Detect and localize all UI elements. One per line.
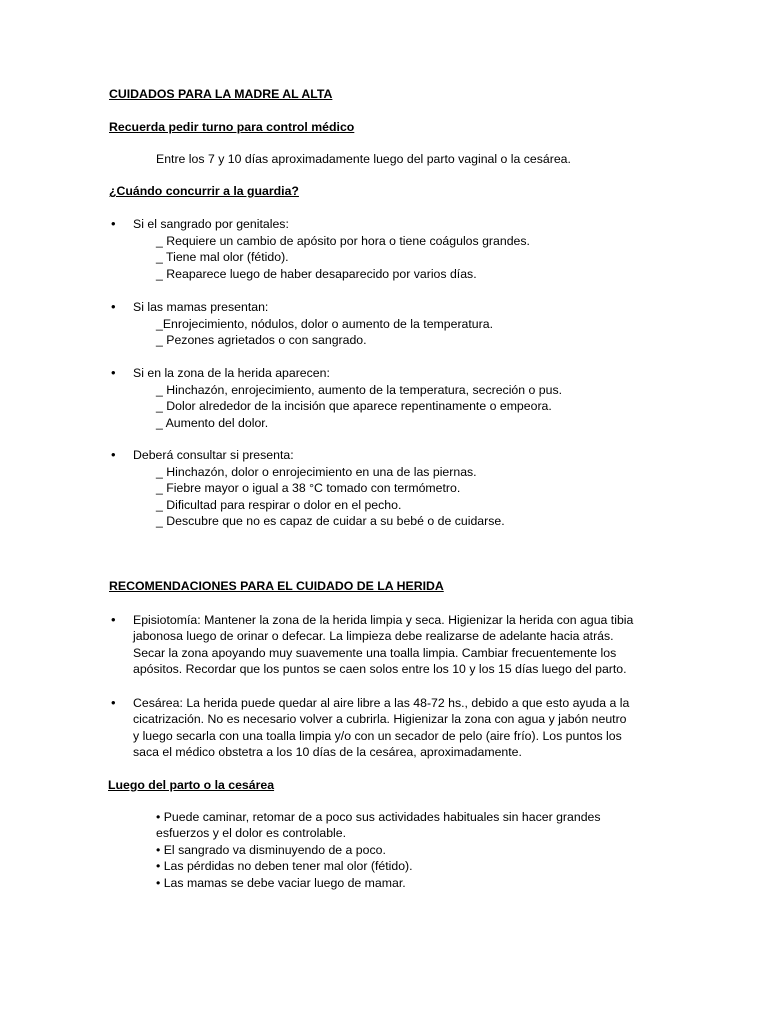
guardia-item-label: Si en la zona de la herida aparecen: (133, 366, 330, 380)
bullet-icon (111, 695, 121, 711)
turno-heading: Recuerda pedir turno para control médico (109, 120, 355, 134)
guardia-sub-item: _ Dolor alrededor de la incisión que aparece repentinamente o empeora. (156, 399, 552, 414)
guardia-sub-item: _ Aumento del dolor. (156, 415, 269, 430)
herida-line: Secar la zona apoyando muy suavemente una toalla limpia. Cambiar frecuentemente los (133, 645, 617, 660)
turno-text: Entre los 7 y 10 días aproximadamente luego del parto vaginal o la cesárea. (156, 152, 571, 166)
guardia-sub-item: _ Hinchazón, enrojecimiento, aumento de la temperatura, secreción o pus. (156, 383, 563, 397)
herida-line: Episiotomía: Mantener la zona de la herida limpia y seca. Higienizar la herida con agua tibia (133, 613, 634, 627)
luego-heading: Luego del parto o la cesárea (108, 778, 275, 792)
bullet-icon (111, 299, 121, 315)
herida-item (133, 695, 629, 761)
luego-line: esfuerzos y el dolor es controlable. (156, 826, 347, 841)
bullet-icon (111, 612, 121, 628)
luego-line: • Las mamas se debe vaciar luego de mamar. (156, 875, 406, 890)
herida-line: Cesárea: La herida puede quedar al aire libre a las 48-72 hs., debido a que esto ayuda a la (133, 696, 630, 710)
guardia-sub-item: _ Hinchazón, dolor o enrojecimiento en una de las piernas. (156, 465, 477, 479)
guardia-item-subs (156, 233, 530, 282)
guardia-sub-item: _ Fiebre mayor o igual a 38 °C tomado con termómetro. (156, 481, 461, 496)
luego-line: • El sangrado va disminuyendo de a poco. (156, 842, 386, 857)
guardia-heading: ¿Cuándo concurrir a la guardia? (109, 184, 299, 198)
herida-line: saca el médico obstetra a los 10 días de la cesárea, aproximadamente. (133, 745, 522, 760)
document-title: CUIDADOS PARA LA MADRE AL ALTA (109, 87, 333, 101)
guardia-item-label: Si el sangrado por genitales: (133, 217, 289, 231)
guardia-sub-item: _ Dificultad para respirar o dolor en el pecho. (156, 497, 402, 512)
luego-line: • Puede caminar, retomar de a poco sus actividades habituales sin hacer grandes (156, 810, 601, 824)
guardia-sub-item: _ Reaparece luego de haber desaparecido por varios días. (156, 266, 477, 281)
herida-line: cicatrización. No es necesario volver a cubrirla. Higienizar la zona con agua y jabón neutro (133, 712, 627, 727)
herida-line: apósitos. Recordar que los puntos se caen solos entre los 10 y los 15 días luego del parto. (133, 662, 627, 677)
guardia-sub-item: _Enrojecimiento, nódulos, dolor o aumento de la temperatura. (156, 317, 493, 331)
herida-item (133, 612, 633, 678)
guardia-sub-item: _ Pezones agrietados o con sangrado. (156, 333, 367, 348)
bullet-icon (111, 365, 121, 381)
guardia-item-label: Deberá consultar si presenta: (133, 448, 294, 462)
guardia-sub-item: _ Requiere un cambio de apósito por hora o tiene coágulos grandes. (156, 234, 530, 248)
bullet-icon (111, 447, 121, 463)
guardia-sub-item: _ Tiene mal olor (fétido). (156, 250, 289, 265)
guardia-item-subs (156, 464, 505, 530)
bullet-icon (111, 216, 121, 232)
guardia-sub-item: _ Descubre que no es capaz de cuidar a su bebé o de cuidarse. (156, 514, 505, 529)
herida-line: jabonosa luego de orinar o defecar. La limpieza debe realizarse de adelante hacia atrás. (133, 629, 614, 644)
guardia-item-subs (156, 382, 562, 431)
luego-list (156, 809, 601, 891)
herida-line: y luego secarla con una toalla limpia y/o con un secador de pelo (aire frío). Los puntos los (133, 728, 622, 743)
luego-line: • Las pérdidas no deben tener mal olor (fétido). (156, 859, 413, 874)
guardia-item-subs (156, 316, 493, 349)
guardia-item-label: Si las mamas presentan: (133, 300, 269, 314)
herida-heading: RECOMENDACIONES PARA EL CUIDADO DE LA HERIDA (109, 579, 444, 593)
